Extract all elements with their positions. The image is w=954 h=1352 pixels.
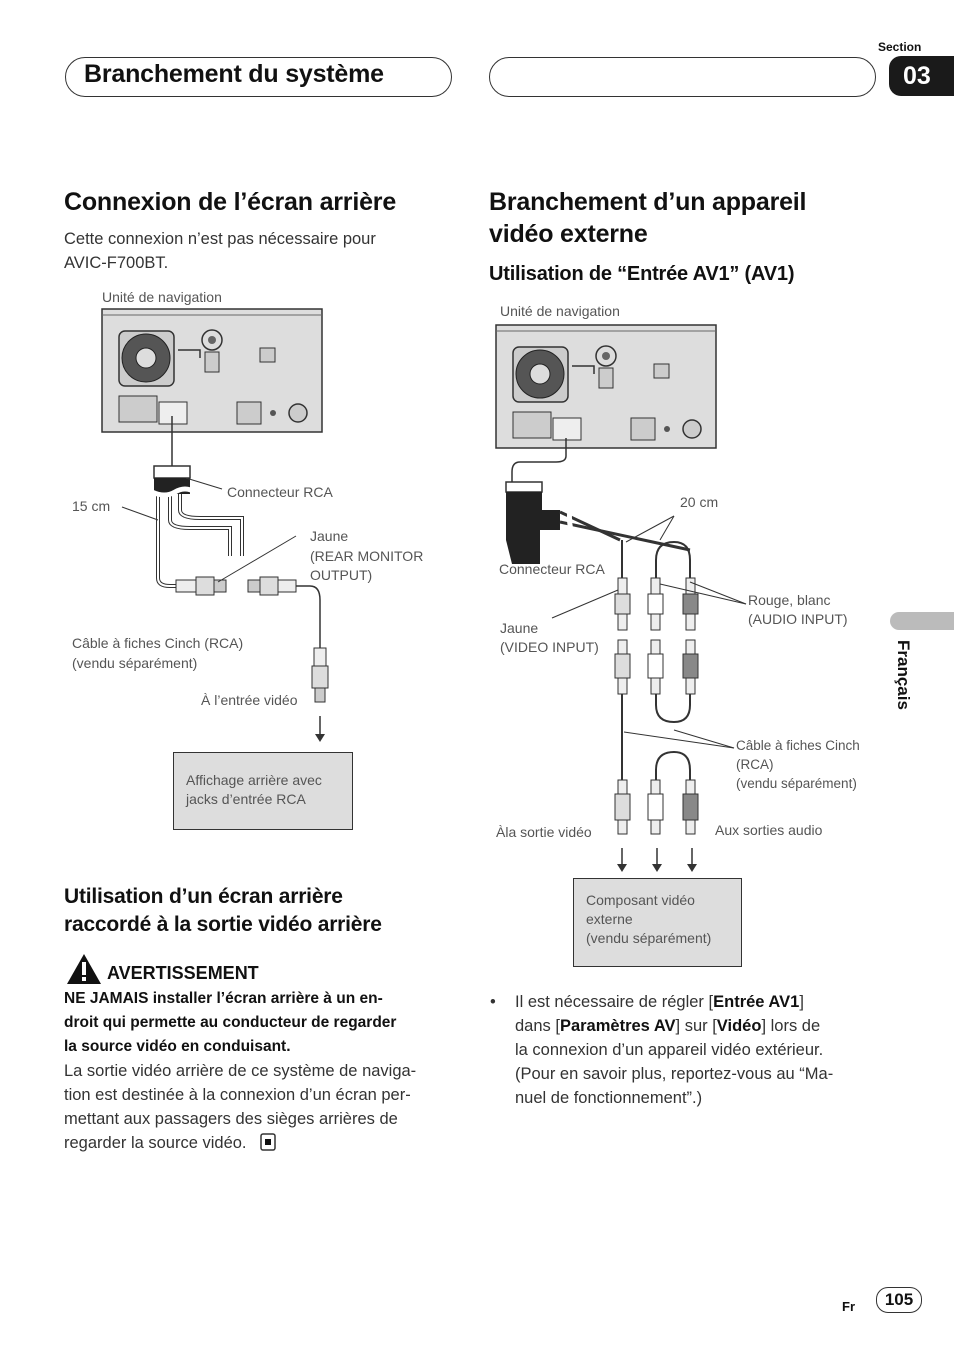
left-yellow-label-2: (REAR MONITOR (310, 548, 424, 564)
note-line-1: Il est nécessaire de régler [Entrée AV1] (515, 993, 804, 1011)
right-cable-label-2: (RCA) (736, 757, 774, 772)
note-line-2: dans [Paramètres AV] sur [Vidéo] lors de (515, 1017, 821, 1035)
body-line-4: regarder la source vidéo. (64, 1134, 247, 1152)
left-yellow-label-3: OUTPUT) (310, 567, 373, 583)
intro-line-1: Cette connexion n’est pas nécessaire pour (64, 230, 376, 248)
audio-out-label: Aux sorties audio (715, 822, 823, 838)
body-line-2: tion est destinée à la connexion d’un écran per- (64, 1086, 411, 1104)
red-white-label-1: Rouge, blanc (748, 592, 831, 608)
language-label: Français (894, 640, 913, 710)
rear-screen-heading: Connexion de l’écran arrière (64, 188, 397, 216)
right-rca-connector-label: Connecteur RCA (499, 561, 605, 577)
rear-output-subheading-1: Utilisation d’un écran arrière (64, 885, 343, 908)
left-cable-label-2: (vendu séparément) (72, 655, 198, 671)
rear-display-line-1: Affichage arrière avec (186, 772, 322, 788)
left-cable-label-1: Câble à fiches Cinch (RCA) (72, 635, 244, 651)
right-yellow-label-1: Jaune (500, 620, 539, 636)
right-cable-label-1: Câble à fiches Cinch (736, 738, 860, 753)
left-video-in-label: À l’entrée vidéo (201, 692, 298, 708)
left-length-label: 15 cm (72, 498, 111, 514)
right-length-label: 20 cm (680, 494, 719, 510)
note-bullet: • (490, 993, 496, 1011)
rear-output-subheading-2: raccordé à la sortie vidéo arrière (64, 913, 382, 936)
video-out-label: Àla sortie vidéo (496, 824, 592, 840)
note-line-4: (Pour en savoir plus, reportez-vous au “Ma- (515, 1065, 834, 1083)
note-line-3: la connexion d’un appareil vidéo extérieur. (515, 1041, 824, 1059)
component-line-3: (vendu séparément) (586, 930, 712, 946)
right-yellow-label-2: (VIDEO INPUT) (500, 639, 599, 655)
external-component-box (573, 878, 742, 967)
section-number: 03 (889, 56, 954, 96)
note-line-5: nuel de fonctionnement”.) (515, 1089, 703, 1107)
body-line-3: mettant aux passagers des sièges arrières de (64, 1110, 398, 1128)
red-white-label-2: (AUDIO INPUT) (748, 611, 848, 627)
intro-line-2: AVIC-F700BT. (64, 254, 169, 272)
left-nav-unit-label: Unité de navigation (102, 289, 222, 305)
warning-title: AVERTISSEMENT (107, 963, 259, 983)
component-line-1: Composant vidéo (586, 892, 695, 908)
video-label: Vidéo (716, 1017, 762, 1035)
av1-subheading: Utilisation de “Entrée AV1” (AV1) (489, 263, 795, 285)
warning-line-1: NE JAMAIS installer l’écran arrière à un en- (64, 990, 383, 1007)
page-number: 105 (876, 1287, 922, 1313)
footer-lang-code: Fr (842, 1299, 855, 1314)
right-cable-label-3: (vendu séparément) (736, 776, 857, 791)
right-nav-unit-label: Unité de navigation (500, 303, 620, 319)
parametres-av-label: Paramètres AV (559, 1017, 676, 1035)
left-rca-connector-label: Connecteur RCA (227, 484, 333, 500)
section-label: Section (878, 40, 922, 54)
body-line-1: La sortie vidéo arrière de ce système de naviga- (64, 1062, 417, 1080)
entree-av1-label: Entrée AV1 (713, 993, 800, 1011)
external-video-heading-1: Branchement d’un appareil (489, 188, 807, 216)
rear-display-line-2: jacks d’entrée RCA (186, 791, 306, 807)
language-tab (890, 612, 954, 630)
warning-line-3: la source vidéo en conduisant. (64, 1038, 291, 1055)
warning-line-2: droit qui permette au conducteur de regarder (64, 1014, 397, 1031)
component-line-2: externe (586, 911, 633, 927)
left-yellow-label-1: Jaune (310, 528, 349, 544)
external-video-heading-2: vidéo externe (489, 220, 648, 248)
header-title: Branchement du système (84, 60, 384, 88)
